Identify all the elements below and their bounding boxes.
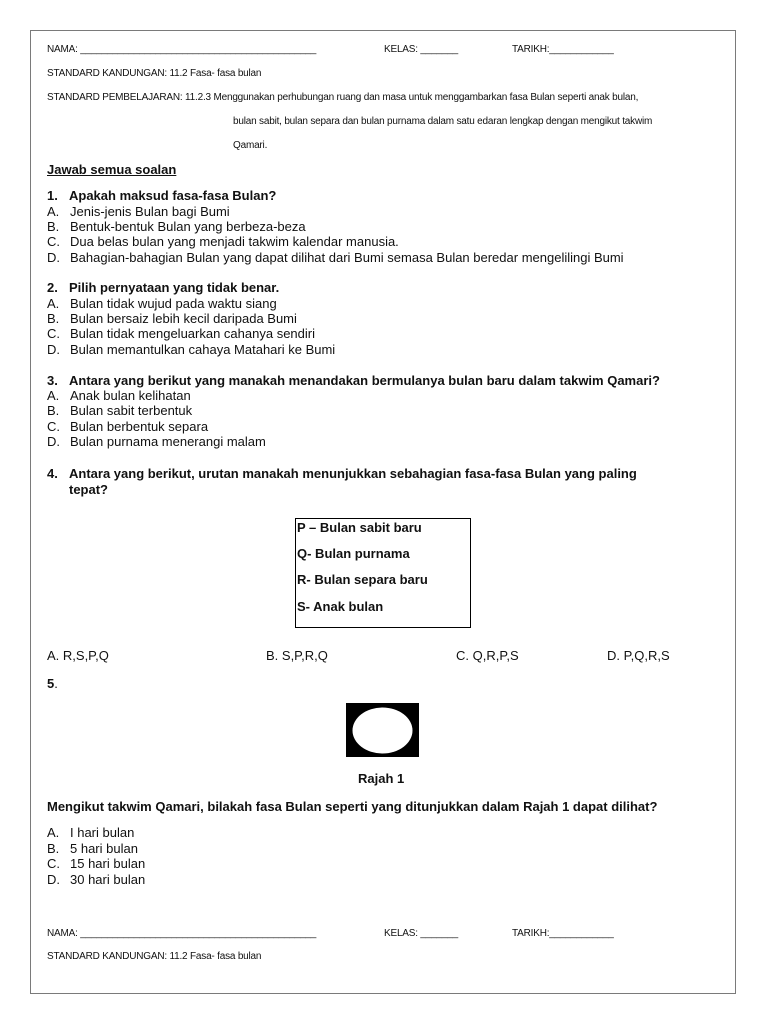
content-standard: STANDARD KANDUNGAN: 11.2 Fasa- fasa bulan bbox=[47, 68, 262, 79]
figure-caption: Rajah 1 bbox=[358, 771, 405, 786]
question-3-option-a: A. Anak bulan kelihatan bbox=[47, 388, 191, 403]
question-2-text: Pilih pernyataan yang tidak benar. bbox=[69, 280, 280, 295]
question-3-option-d: D. Bulan purnama menerangi malam bbox=[47, 434, 266, 449]
question-2-number: 2. bbox=[47, 280, 58, 295]
footer-date-field: TARIKH:____________ bbox=[512, 928, 614, 939]
question-3-text: Antara yang berikut yang manakah menandakan bermulanya bulan baru dalam takwim Qamari? bbox=[69, 373, 660, 388]
question-1-text: Apakah maksud fasa-fasa Bulan? bbox=[69, 188, 277, 203]
question-5-option-b: B. 5 hari bulan bbox=[47, 841, 138, 856]
question-3-option-b: B. Bulan sabit terbentuk bbox=[47, 403, 193, 418]
question-1-number: 1. bbox=[47, 188, 58, 203]
learning-standard-line1: STANDARD PEMBELAJARAN: 11.2.3 Menggunakan perhubungan ruang dan masa untuk menggambarkan fasa Bulan seperti anak bulan, bbox=[47, 92, 639, 103]
learning-standard-line3: Qamari. bbox=[233, 140, 268, 151]
question-2-option-a: A. Bulan tidak wujud pada waktu siang bbox=[47, 296, 277, 311]
question-4-answer-c: C. Q,R,P,S bbox=[456, 648, 519, 663]
phase-item-p: P – Bulan sabit baru bbox=[297, 520, 422, 535]
question-4-text-line1: Antara yang berikut, urutan manakah menunjukkan sebahagian fasa-fasa Bulan yang paling bbox=[69, 466, 637, 481]
question-2-option-c: C. Bulan tidak mengeluarkan cahanya sendiri bbox=[47, 326, 315, 341]
moon-phase-list-box bbox=[295, 518, 471, 628]
full-moon-figure bbox=[346, 703, 419, 757]
footer-class-field: KELAS: _______ bbox=[384, 928, 458, 939]
footer-name-field: NAMA: ____________________________________________ bbox=[47, 928, 317, 939]
question-4-text-line2: tepat? bbox=[69, 482, 108, 497]
question-4-answer-d: D. P,Q,R,S bbox=[607, 648, 670, 663]
question-5-text: Mengikut takwim Qamari, bilakah fasa Bulan seperti yang ditunjukkan dalam Rajah 1 dapat dilihat? bbox=[47, 799, 658, 814]
instruction-heading: Jawab semua soalan bbox=[47, 162, 177, 177]
question-5-option-c: C. 15 hari bulan bbox=[47, 856, 146, 871]
question-2-option-d: D. Bulan memantulkan cahaya Matahari ke Bumi bbox=[47, 342, 336, 357]
question-5-option-a: A. I hari bulan bbox=[47, 825, 135, 840]
question-4-answer-a: A. R,S,P,Q bbox=[47, 648, 109, 663]
phase-item-r: R- Bulan separa baru bbox=[297, 572, 428, 587]
question-2-option-b: B. Bulan bersaiz lebih kecil daripada Bumi bbox=[47, 311, 297, 326]
question-5-option-d: D. 30 hari bulan bbox=[47, 872, 146, 887]
question-1-option-a: A. Jenis-jenis Bulan bagi Bumi bbox=[47, 204, 230, 219]
question-5-number: 5. bbox=[47, 676, 58, 691]
question-4-number: 4. bbox=[47, 466, 58, 481]
class-field: KELAS: _______ bbox=[384, 44, 458, 55]
question-3-number: 3. bbox=[47, 373, 58, 388]
question-3-option-c: C. Bulan berbentuk separa bbox=[47, 419, 209, 434]
footer-content-standard: STANDARD KANDUNGAN: 11.2 Fasa- fasa bulan bbox=[47, 951, 262, 962]
question-1-option-c: C. Dua belas bulan yang menjadi takwim kalendar manusia. bbox=[47, 234, 399, 249]
question-1-option-b: B. Bentuk-bentuk Bulan yang berbeza-beza bbox=[47, 219, 306, 234]
phase-item-q: Q- Bulan purnama bbox=[297, 546, 410, 561]
question-4-answer-b: B. S,P,R,Q bbox=[266, 648, 328, 663]
question-1-option-d: D. Bahagian-bahagian Bulan yang dapat dilihat dari Bumi semasa Bulan beredar mengelilingi Bumi bbox=[47, 250, 624, 265]
date-field: TARIKH:____________ bbox=[512, 44, 614, 55]
name-field: NAMA: ____________________________________________ bbox=[47, 44, 317, 55]
phase-item-s: S- Anak bulan bbox=[297, 599, 384, 614]
learning-standard-line2: bulan sabit, bulan separa dan bulan purnama dalam satu edaran lengkap dengan mengikut takwim bbox=[233, 116, 653, 127]
